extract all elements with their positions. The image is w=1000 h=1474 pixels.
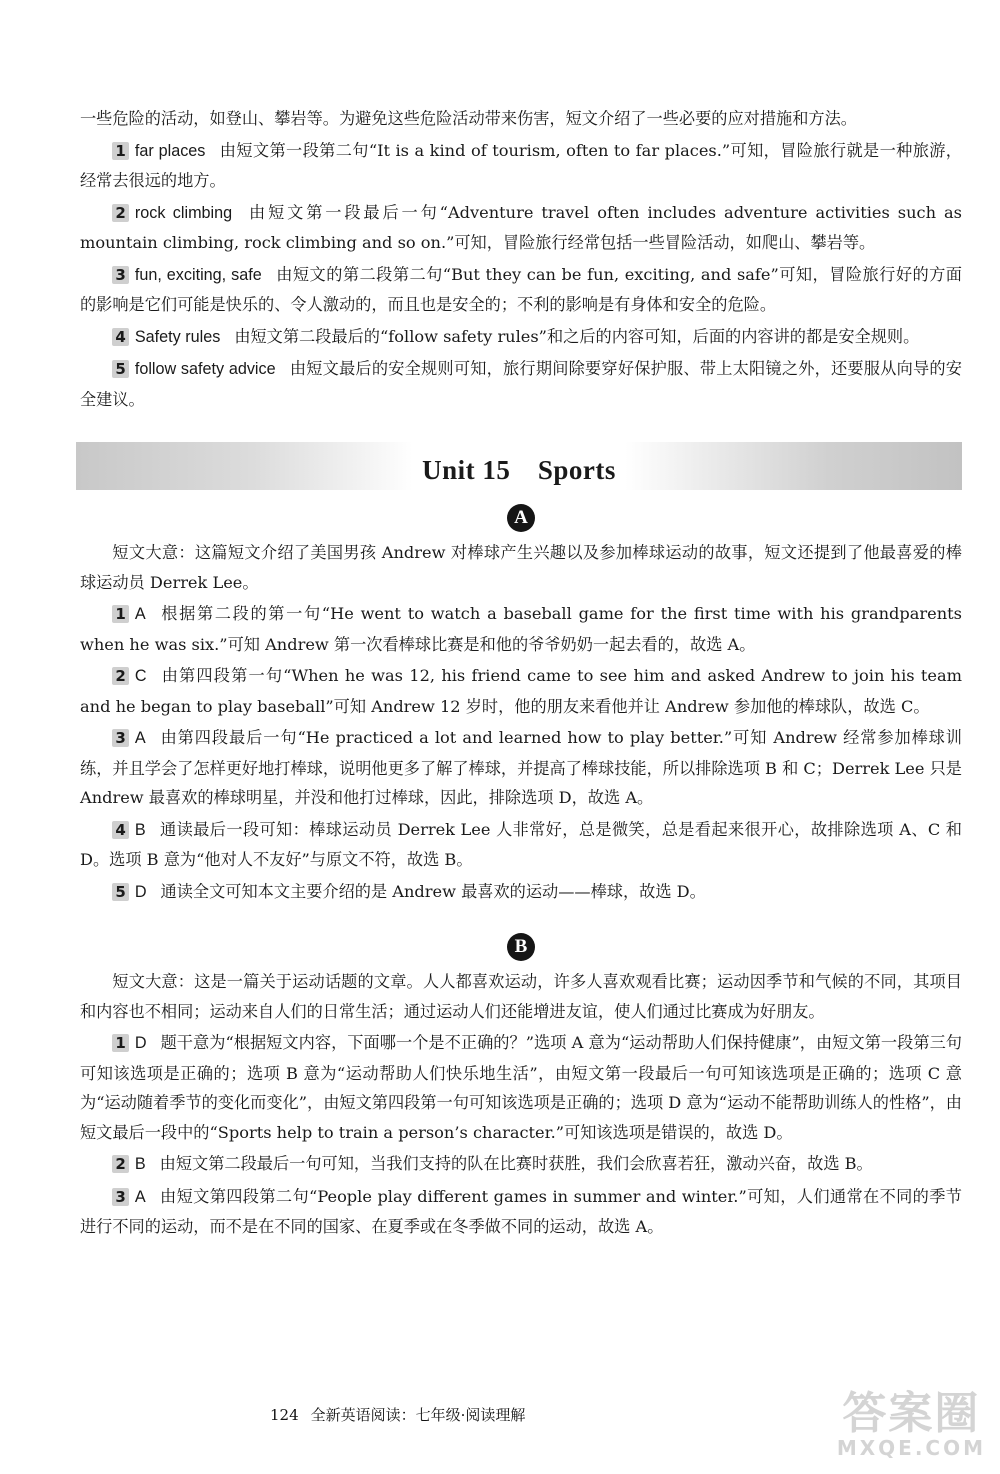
item-number: 2 bbox=[112, 1155, 128, 1173]
item-explanation: 题干意为“根据短文内容，下面哪一个是不正确的？”选项 A 意为“运动帮助人们保持健康”，由短文第一段第三句可知该选项是正确的；选项 B 意为“运动帮助人们快乐地生活”，由短文第一段最后一句可知该选项是正确的；选项 C 意为“运动随着季节的变化而变化”，由短文第四段第一句可知该选项是正确的；选项 D 意为“运动不能帮助训练人的性格”，由短文最后一段中的“Sports help to train a person’s character.”可知该选项是错误的，故选 D。 bbox=[80, 1033, 962, 1142]
item-explanation: 由短文第四段第二句“People play different games in summer and winter.”可知，人们通常在不同的季节进行不同的运动，而不是在不同的国家、在夏季或在冬季做不同的运动，故选 A。 bbox=[80, 1186, 962, 1236]
item-explanation: 由第四段最后一句“He practiced a lot and learned how to play better.”可知 Andrew 经常参加棒球训练，并且学会了怎样更好地打棒球，说明他更多了解了棒球，并提高了棒球技能，所以排除选项 B 和 C；Derrek Lee 只是 Andrew 最喜欢的棒球明星，并没和他打过棒球，因此，排除选项 D，故选 A。 bbox=[80, 728, 962, 807]
section-b-marker bbox=[80, 933, 962, 961]
item-number: 1 bbox=[112, 1034, 128, 1052]
item-answer: A bbox=[134, 605, 146, 623]
item-answer: A bbox=[134, 729, 146, 747]
answer-item bbox=[80, 1028, 962, 1147]
item-explanation: 由短文最后的安全规则可知，旅行期间除要穿好保护服、带上太阳镜之外，还要服从向导的安全建议。 bbox=[80, 359, 962, 409]
section-a-marker bbox=[80, 504, 962, 532]
page-content bbox=[80, 104, 962, 1244]
section-b-badge: B bbox=[507, 933, 535, 961]
section-b-summary: 短文大意：这是一篇关于运动话题的文章。人人都喜欢运动，许多人喜欢观看比赛；运动因季节和气候的不同，其项目和内容也不相同；运动来自人们的日常生活；通过运动人们还能增进友谊，使人们通过比赛成为好朋友。 bbox=[80, 972, 962, 1021]
item-number: 1 bbox=[112, 605, 128, 623]
watermark-url: MXQE.COM bbox=[836, 1436, 986, 1460]
item-number: 3 bbox=[112, 1188, 128, 1206]
answer-item bbox=[80, 815, 962, 875]
item-explanation: 通读全文可知本文主要介绍的是 Andrew 最喜欢的运动——棒球，故选 D。 bbox=[160, 881, 706, 901]
answer-item bbox=[80, 260, 962, 320]
item-number: 4 bbox=[112, 328, 128, 346]
item-answer: B bbox=[134, 820, 146, 839]
intro-tail: 一些危险的活动，如登山、攀岩等。为避免这些危险活动带来伤害，短文介绍了一些必要的应对措施和方法。 bbox=[80, 109, 857, 128]
section-a-items bbox=[80, 599, 962, 907]
item-number: 5 bbox=[112, 883, 128, 901]
answer-item bbox=[80, 599, 962, 659]
section-a-summary: 短文大意：这篇短文介绍了美国男孩 Andrew 对棒球产生兴趣以及参加棒球运动的故事，短文还提到了他最喜爱的棒球运动员 Derrek Lee。 bbox=[80, 543, 962, 592]
answer-item bbox=[80, 136, 962, 196]
item-answer: B bbox=[134, 1155, 146, 1173]
answer-item bbox=[80, 1182, 962, 1242]
item-answer: C bbox=[134, 667, 147, 685]
item-explanation: 由短文第二段最后的“follow safety rules”和之后的内容可知，后面的内容讲的都是安全规则。 bbox=[234, 326, 920, 346]
answer-item bbox=[80, 661, 962, 721]
book-title: 全新英语阅读：七年级·阅读理解 bbox=[310, 1406, 526, 1424]
item-explanation: 由第四段第一句“When he was 12, his friend came to see him and asked Andrew to join his team and he began to play baseball”可知 Andrew 12 岁时，他的朋友来看他并让 Andrew 参加他的棒球队，故选 C。 bbox=[80, 666, 962, 716]
item-explanation: 根据第二段的第一句“He went to watch a baseball game for the first time with his grandparents when he was six.”可知 Andrew 第一次看棒球比赛是和他的爷爷奶奶一起去看的，故选 A。 bbox=[80, 604, 962, 654]
item-number: 2 bbox=[112, 667, 128, 685]
item-explanation: 由短文第一段最后一句“Adventure travel often includes adventure activities such as mountain climbing, rock climbing and so on.”可知，冒险旅行经常包括一些冒险活动，如爬山、攀岩等。 bbox=[80, 202, 962, 252]
item-answer: fun, exciting, safe bbox=[134, 265, 262, 284]
answer-item bbox=[80, 322, 962, 353]
item-explanation: 由短文的第二段第二句“But they can be fun, exciting, and safe”可知，冒险旅行好的方面的影响是它们可能是快乐的、令人激动的，而且也是安全的；不利的影响是有身体和安全的危险。 bbox=[80, 264, 962, 314]
answer-item bbox=[80, 877, 962, 908]
answer-item bbox=[80, 1149, 962, 1180]
page-number: 124 bbox=[270, 1406, 299, 1424]
answer-item bbox=[80, 354, 962, 414]
item-explanation: 通读最后一段可知：棒球运动员 Derrek Lee 人非常好，总是微笑，总是看起来很开心，故排除选项 A、C 和 D。选项 B 意为“他对人不友好”与原文不符，故选 B。 bbox=[80, 819, 962, 869]
item-answer: Safety rules bbox=[134, 327, 221, 346]
unit-title: Unit 15 Sports bbox=[422, 455, 616, 485]
watermark-logo: 答案圈 bbox=[842, 1388, 981, 1439]
section-a-badge: A bbox=[507, 504, 535, 532]
item-number: 1 bbox=[112, 142, 128, 160]
item-number: 3 bbox=[112, 266, 128, 284]
item-answer: follow safety advice bbox=[134, 360, 276, 378]
item-answer: A bbox=[134, 1187, 146, 1206]
answer-item bbox=[80, 198, 962, 258]
page-footer bbox=[270, 1404, 537, 1425]
item-explanation: 由短文第二段最后一句可知，当我们支持的队在比赛时获胜，我们会欣喜若狂，激动兴奋，故选 B。 bbox=[159, 1154, 873, 1173]
item-number: 3 bbox=[112, 729, 128, 747]
item-number: 5 bbox=[112, 360, 128, 378]
item-answer: D bbox=[134, 882, 147, 901]
item-number: 2 bbox=[112, 204, 128, 222]
top-items bbox=[80, 136, 962, 415]
spacer bbox=[80, 909, 962, 931]
unit-header-band bbox=[76, 442, 962, 490]
item-explanation: 由短文第一段第二句“It is a kind of tourism, often to far places.”可知，冒险旅行就是一种旅游，经常去很远的地方。 bbox=[80, 140, 962, 190]
section-b-items bbox=[80, 1028, 962, 1242]
item-answer: far places bbox=[134, 141, 206, 160]
item-answer: rock climbing bbox=[134, 203, 233, 222]
item-answer: D bbox=[134, 1034, 147, 1052]
answer-item bbox=[80, 723, 962, 813]
item-number: 4 bbox=[112, 821, 128, 839]
watermark bbox=[836, 1388, 986, 1460]
